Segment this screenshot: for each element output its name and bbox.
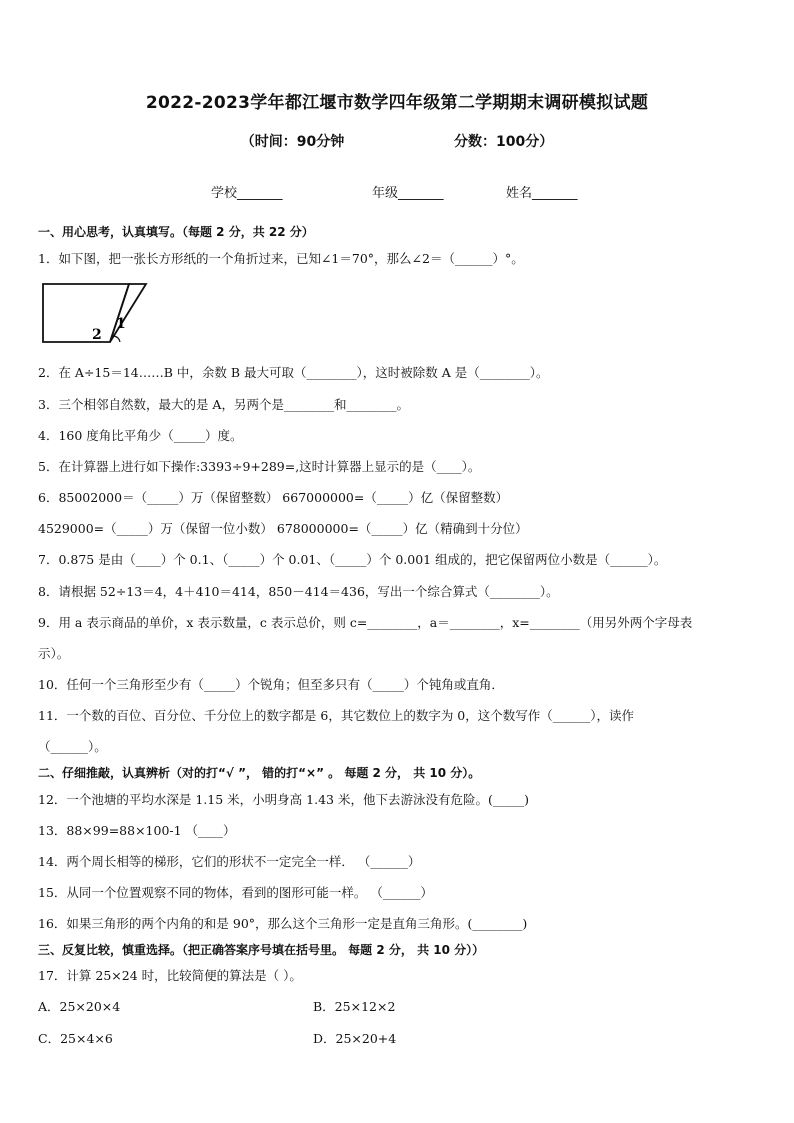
- question-11-line-2: （______）。: [38, 739, 107, 754]
- question-12: 12．一个池塘的平均水深是 1.15 米，小明身高 1.43 米，他下去游泳没有危险。(_____): [38, 792, 529, 807]
- option-a: A．25×20×4: [38, 999, 121, 1014]
- option-d: D．25×20+4: [313, 1031, 397, 1046]
- question-6-line-2: 4529000=（_____）万（保留一位小数） 678000000=（_____）亿（精确到十分位）: [38, 521, 528, 536]
- section-3-heading: 三、反复比较，慎重选择。（把正确答案序号填在括号里。 每题 2 分， 共 10 分））: [38, 943, 485, 957]
- school-field: 学校_______: [211, 186, 283, 201]
- section-2-heading: 二、仔细推敲，认真辨析（对的打“√ ”， 错的打“×” 。 每题 2 分， 共 10 分）。: [38, 766, 481, 780]
- question-14: 14．两个周长相等的梯形，它们的形状不一定完全一样． （______）: [38, 854, 421, 869]
- question-9-line-1: 9．用 a 表示商品的单价，x 表示数量，c 表示总价，则 c=________，a＝________，x=________（用另外两个字母表: [38, 615, 693, 630]
- question-7: 7．0.875 是由（____）个 0.1、（_____）个 0.01、（_____）个 0.001 组成的，把它保留两位小数是（______）。: [38, 552, 667, 567]
- angle-2-label: 2: [92, 327, 102, 343]
- angle-1-label: 1: [116, 316, 126, 332]
- time-limit: （时间：90分钟: [240, 134, 345, 150]
- question-6-line-1: 6．85002000＝（_____）万（保留整数） 667000000=（_____）亿（保留整数）: [38, 490, 509, 505]
- question-17: 17．计算 25×24 时，比较简便的算法是（ ）。: [38, 968, 302, 983]
- total-score: 分数：100分）: [454, 134, 554, 150]
- option-c: C．25×4×6: [38, 1031, 113, 1046]
- question-5: 5．在计算器上进行如下操作:3393÷9+289=,这时计算器上显示的是（____）。: [38, 459, 481, 474]
- angle-arc: [114, 336, 120, 342]
- question-1: 1．如下图，把一张长方形纸的一个角折过来，已知∠1＝70°，那么∠2＝（______）°。: [38, 251, 524, 266]
- page-title: 2022-2023学年都江堰市数学四年级第二学期期末调研模拟试题: [145, 93, 649, 113]
- question-13: 13．88×99=88×100-1 （____）: [38, 823, 236, 838]
- folded-rectangle-figure: [40, 281, 152, 347]
- question-11-line-1: 11．一个数的百位、百分位、千分位上的数字都是 6，其它数位上的数字为 0，这个数写作（______），读作: [38, 708, 635, 723]
- question-16: 16．如果三角形的两个内角的和是 90°，那么这个三角形一定是直角三角形。(________): [38, 916, 528, 931]
- question-9-line-2: 示）。: [38, 646, 70, 661]
- option-b: B．25×12×2: [313, 999, 396, 1014]
- question-2: 2．在 A÷15＝14……B 中，余数 B 最大可取（________），这时被除数 A 是（________）。: [38, 365, 549, 380]
- name-field: 姓名_______: [506, 186, 578, 201]
- section-1-heading: 一、用心思考，认真填写。（每题 2 分，共 22 分）: [38, 225, 314, 239]
- grade-field: 年级_______: [372, 186, 444, 201]
- question-15: 15．从同一个位置观察不同的物体，看到的图形可能一样。 （______）: [38, 885, 433, 900]
- question-4: 4．160 度角比平角少（_____）度。: [38, 428, 243, 443]
- folded-corner: [110, 284, 146, 342]
- question-10: 10．任何一个三角形至少有（_____）个锐角；但至多只有（_____）个钝角或直角．: [38, 677, 504, 692]
- question-8: 8．请根据 52÷13＝4，4＋410＝414，850－414＝436，写出一个综合算式（________）。: [38, 584, 559, 599]
- exam-meta: [0, 131, 794, 151]
- question-3: 3．三个相邻自然数，最大的是 A，另两个是________和________。: [38, 397, 409, 412]
